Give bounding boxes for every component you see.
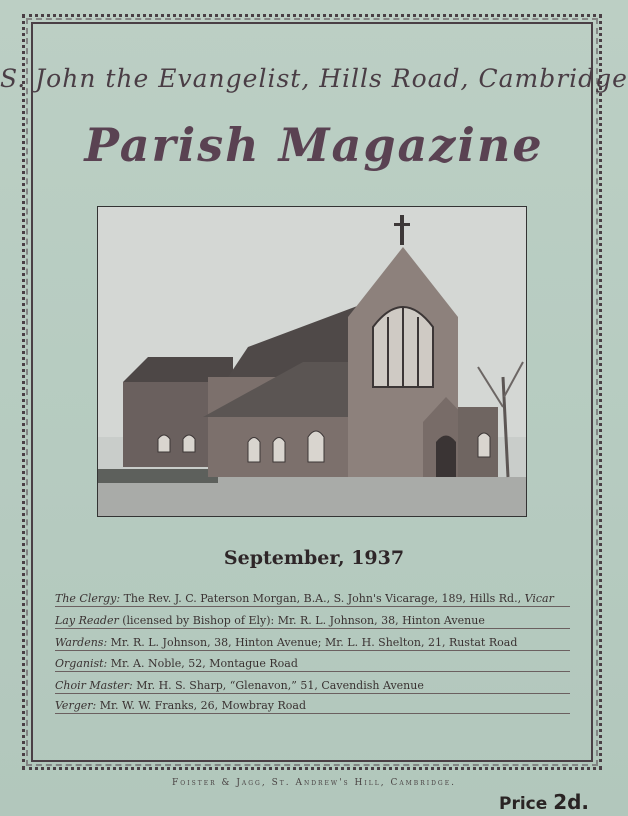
- staff-role: Organist:: [55, 657, 108, 670]
- staff-details: Mr. W. W. Franks, 26, Mowbray Road: [99, 699, 306, 712]
- church-photograph: [97, 206, 527, 517]
- magazine-title: Parish Magazine: [84, 118, 544, 172]
- staff-details: Mr. A. Noble, 52, Montague Road: [110, 657, 298, 670]
- staff-role: Verger:: [55, 699, 97, 712]
- staff-role: Lay Reader: [55, 614, 119, 627]
- staff-details: Mr. R. L. Johnson, 38, Hinton Avenue; Mr. L. H. Shelton, 21, Rustat Road: [110, 636, 518, 649]
- staff-title: Vicar: [524, 592, 554, 605]
- price-label: [499, 790, 589, 814]
- staff-details: (licensed by Bishop of Ely): Mr. R. L. Johnson, 38, Hinton Avenue: [122, 614, 485, 627]
- staff-role: Wardens:: [55, 636, 108, 649]
- staff-row-verger: [55, 699, 570, 714]
- parish-name: S. John the Evangelist, Hills Road, Cambridge: [0, 64, 628, 93]
- staff-row-lay-reader: [55, 614, 570, 629]
- staff-details: The Rev. J. C. Paterson Morgan, B.A., S. John's Vicarage, 189, Hills Rd.,: [123, 592, 522, 605]
- staff-row-choir-master: [55, 679, 570, 694]
- issue-date: September, 1937: [223, 547, 405, 569]
- staff-role: The Clergy:: [55, 592, 121, 605]
- staff-row-clergy: [55, 592, 570, 607]
- staff-details: Mr. H. S. Sharp, “Glenavon,” 51, Cavendish Avenue: [136, 679, 424, 692]
- price-amount: 2d.: [553, 790, 590, 814]
- price-word: Price: [499, 794, 548, 814]
- staff-role: Choir Master:: [55, 679, 133, 692]
- printer-credit: Foister & Jagg, St. Andrew's Hill, Cambridge.: [172, 778, 456, 788]
- staff-row-organist: [55, 657, 570, 672]
- staff-row-wardens: [55, 636, 570, 651]
